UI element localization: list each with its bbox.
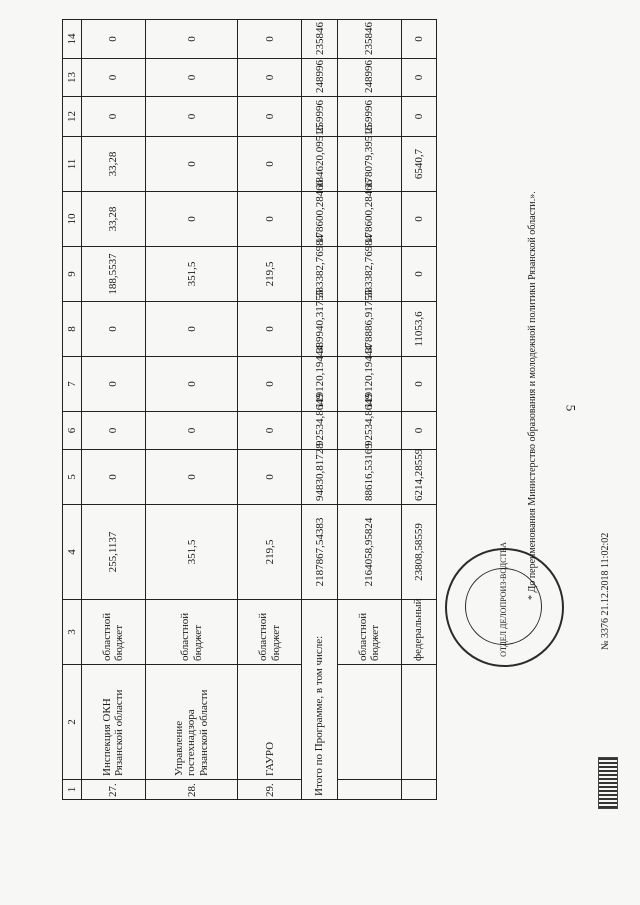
- table-row: [238, 20, 302, 800]
- col-header: 10: [63, 192, 82, 247]
- value-cell: 248996: [302, 59, 337, 97]
- col-header: 9: [63, 247, 82, 302]
- value-cell: 2164058,95824: [337, 505, 401, 600]
- value-cell: 6540,7: [401, 137, 436, 192]
- value-cell: 0: [145, 59, 238, 97]
- organization: Инспекция ОКН Рязанской области: [82, 665, 146, 780]
- value-cell: 0: [401, 59, 436, 97]
- value-cell: 0: [401, 97, 436, 137]
- value-cell: 94830,81728: [302, 450, 337, 505]
- value-cell: 119120,19444: [337, 357, 401, 412]
- table-row-total: [302, 20, 337, 800]
- value-cell: 0: [145, 357, 238, 412]
- row-number: [337, 780, 401, 800]
- value-cell: 2187867,54383: [302, 505, 337, 600]
- funding-source: областной бюджет: [337, 600, 401, 665]
- col-header: 11: [63, 137, 82, 192]
- col-header: 6: [63, 412, 82, 450]
- value-cell: 92534,8649: [337, 412, 401, 450]
- value-cell: 0: [145, 450, 238, 505]
- value-cell: 235846: [302, 20, 337, 59]
- table-row: [401, 20, 436, 800]
- value-cell: 0: [238, 97, 302, 137]
- value-cell: 383382,76984: [302, 247, 337, 302]
- value-cell: 0: [401, 20, 436, 59]
- row-number: [401, 780, 436, 800]
- value-cell: 6214,28559: [401, 450, 436, 505]
- col-header: 2: [63, 665, 82, 780]
- value-cell: 219,5: [238, 247, 302, 302]
- value-cell: 0: [238, 20, 302, 59]
- value-cell: 351,5: [145, 247, 238, 302]
- organization: [337, 665, 401, 780]
- value-cell: 33,28: [82, 137, 146, 192]
- table-row: [145, 20, 238, 800]
- value-cell: 119120,19444: [302, 357, 337, 412]
- value-cell: 259996: [337, 97, 401, 137]
- value-cell: 351,5: [145, 505, 238, 600]
- page-number: 5: [563, 404, 579, 412]
- organization: Управление гостехнадзора Рязанской области: [145, 665, 238, 780]
- row-number: 27.: [82, 780, 146, 800]
- value-cell: 0: [238, 59, 302, 97]
- value-cell: 383382,76984: [337, 247, 401, 302]
- value-cell: 88616,53169: [337, 450, 401, 505]
- col-header: 13: [63, 59, 82, 97]
- value-cell: 0: [238, 450, 302, 505]
- official-stamp: [445, 541, 564, 667]
- value-cell: 184620,09516: [302, 137, 337, 192]
- row-number: 29.: [238, 780, 302, 800]
- col-header: 1: [63, 780, 82, 800]
- value-cell: 11053,6: [401, 302, 436, 357]
- value-cell: 378886,91755: [337, 302, 401, 357]
- barcode-icon: [598, 757, 618, 809]
- value-cell: 219,5: [238, 505, 302, 600]
- col-header: 3: [63, 600, 82, 665]
- registration-mark: № 3376 21.12.2018 11:02:02: [600, 532, 611, 650]
- value-cell: 0: [145, 137, 238, 192]
- value-cell: 0: [238, 412, 302, 450]
- col-header: 12: [63, 97, 82, 137]
- stamp-text: ОТДЕЛ ДЕЛОПРОИЗ-ВОДСТВА: [499, 541, 509, 657]
- value-cell: 33,28: [82, 192, 146, 247]
- value-cell: 0: [82, 412, 146, 450]
- value-cell: 259996: [302, 97, 337, 137]
- rotated-table-wrapper: [62, 20, 437, 800]
- value-cell: 0: [82, 97, 146, 137]
- value-cell: 0: [145, 20, 238, 59]
- value-cell: 0: [238, 192, 302, 247]
- value-cell: 92534,8649: [302, 412, 337, 450]
- value-cell: 0: [82, 20, 146, 59]
- value-cell: 188,5537: [82, 247, 146, 302]
- col-header: 4: [63, 505, 82, 600]
- value-cell: 248996: [337, 59, 401, 97]
- value-cell: 0: [401, 357, 436, 412]
- value-cell: 0: [145, 302, 238, 357]
- value-cell: 23808,58559: [401, 505, 436, 600]
- row-number: 28.: [145, 780, 238, 800]
- table-row: [337, 20, 401, 800]
- col-header: 7: [63, 357, 82, 412]
- value-cell: 0: [82, 302, 146, 357]
- table-row: [82, 20, 146, 800]
- value-cell: 178600,28466: [302, 192, 337, 247]
- footnote: * До переименования Министерство образования и молодежной политики Рязанской области.».: [527, 191, 538, 600]
- value-cell: 255,1137: [82, 505, 146, 600]
- col-header: 14: [63, 20, 82, 59]
- col-header: 5: [63, 450, 82, 505]
- organization: ГАУРО: [238, 665, 302, 780]
- col-header: 8: [63, 302, 82, 357]
- value-cell: 235846: [337, 20, 401, 59]
- value-cell: 0: [401, 247, 436, 302]
- value-cell: 0: [145, 412, 238, 450]
- value-cell: 0: [145, 192, 238, 247]
- organization: [401, 665, 436, 780]
- value-cell: 0: [82, 357, 146, 412]
- value-cell: 178600,28466: [337, 192, 401, 247]
- value-cell: 0: [238, 357, 302, 412]
- value-cell: 178079,39516: [337, 137, 401, 192]
- funding-source: областной бюджет: [145, 600, 238, 665]
- funding-source: федеральный: [401, 600, 436, 665]
- funding-source: областной бюджет: [238, 600, 302, 665]
- funding-source: областной бюджет: [82, 600, 146, 665]
- total-label: Итого по Программе, в том числе:: [302, 600, 337, 800]
- program-funding-table: [62, 19, 437, 800]
- value-cell: 0: [82, 59, 146, 97]
- value-cell: 0: [401, 412, 436, 450]
- value-cell: 389940,31755: [302, 302, 337, 357]
- header-row: [63, 20, 82, 800]
- value-cell: 0: [82, 450, 146, 505]
- value-cell: 0: [145, 97, 238, 137]
- value-cell: 0: [238, 302, 302, 357]
- value-cell: 0: [238, 137, 302, 192]
- value-cell: 0: [401, 192, 436, 247]
